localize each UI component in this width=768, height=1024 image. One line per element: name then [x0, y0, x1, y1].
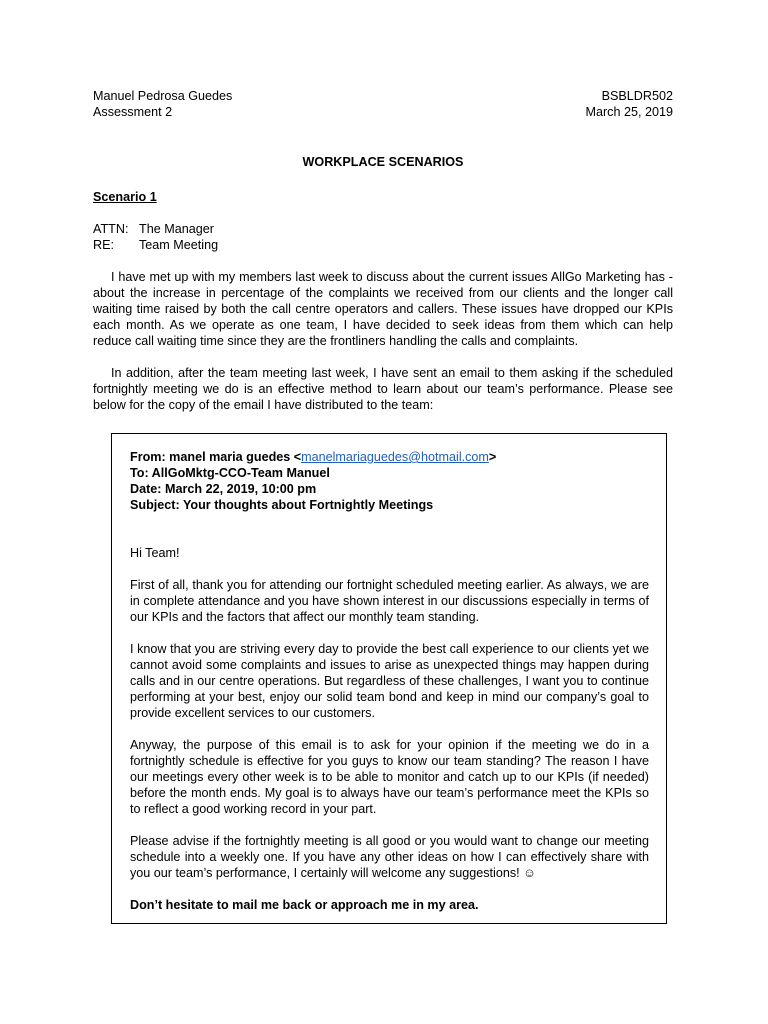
- email-from-link[interactable]: manelmariaguedes@hotmail.com: [301, 450, 489, 464]
- body-paragraph-2: In addition, after the team meeting last week, I have sent an email to them asking if the scheduled fortnightly meeting we do is an effective method to learn about our team’s performance. Please see below for the copy of the email I have distributed to the team:: [93, 366, 673, 412]
- re-row: [93, 237, 673, 253]
- email-from-prefix: From: manel maria guedes <: [130, 450, 302, 464]
- email-from: [130, 449, 649, 465]
- attn-value: The Manager: [139, 222, 214, 236]
- header-row-2: [93, 104, 673, 120]
- attn-label: ATTN:: [93, 222, 129, 236]
- email-closing: Don’t hesitate to mail me back or approach me in my area.: [130, 898, 479, 912]
- document-date: March 25, 2019: [585, 105, 673, 119]
- assessment-label: Assessment 2: [93, 105, 173, 119]
- document-page: [93, 88, 673, 413]
- email-date: Date: March 22, 2019, 10:00 pm: [130, 482, 317, 496]
- course-code: BSBLDR502: [601, 89, 673, 103]
- email-from-suffix: >: [488, 450, 497, 464]
- body-paragraph-1: I have met up with my members last week to discuss about the current issues AllGo Marketing has - about the increase in percentage of the complaints we received from our clients and the longer call waiting time raised by both the call centre operators and callers. These issues have dropped our KPIs each month. As we operate as one team, I have decided to seek ideas from them which can help reduce call waiting time since they are the frontliners handling the calls and complaints.: [93, 270, 673, 348]
- re-value: Team Meeting: [139, 238, 219, 252]
- email-header: [130, 449, 649, 513]
- header-row-1: [93, 88, 673, 104]
- email-greeting: Hi Team!: [130, 546, 180, 560]
- email-paragraph-3: Anyway, the purpose of this email is to ask for your opinion if the meeting we do in a fortnightly schedule is effective for you guys to know our team standing? The reason I have our meetings every other week is to be able to monitor and catch up to our KPIs (if needed) before the month ends. My goal is to always have our team’s performance meet the KPIs so to reflect a good working record in your part.: [130, 738, 649, 816]
- email-copy-box: [111, 433, 667, 924]
- email-to: To: AllGoMktg-CCO-Team Manuel: [130, 466, 330, 480]
- attn-block: [93, 221, 673, 253]
- email-subject: Subject: Your thoughts about Fortnightly Meetings: [130, 498, 434, 512]
- document-title: WORKPLACE SCENARIOS: [302, 155, 464, 169]
- author-name: Manuel Pedrosa Guedes: [93, 89, 233, 103]
- re-label: RE:: [93, 238, 114, 252]
- email-paragraph-1: First of all, thank you for attending our fortnight scheduled meeting earlier. As always, we are in complete attendance and you have shown interest in our discussions especially in terms of our KPIs and the factors that affect our monthly team standing.: [130, 578, 649, 624]
- email-body: [130, 577, 649, 881]
- scenario-heading: Scenario 1: [93, 190, 157, 204]
- email-paragraph-2: I know that you are striving every day to provide the best call experience to our clients yet we cannot avoid some complaints and issues to arise as unexpected things may happen during calls and in our centre operations. But regardless of these challenges, I want you to continue performing at your best, enjoy our solid team bond and keep in mind our company’s goal to provide excellent services to our customers.: [130, 642, 649, 720]
- attn-row: [93, 221, 673, 237]
- email-paragraph-4: Please advise if the fortnightly meeting is all good or you would want to change our meeting schedule into a weekly one. If you have any other ideas on how I can effectively share with you our team’s performance, I certainly will welcome any suggestions! ☺: [130, 834, 649, 880]
